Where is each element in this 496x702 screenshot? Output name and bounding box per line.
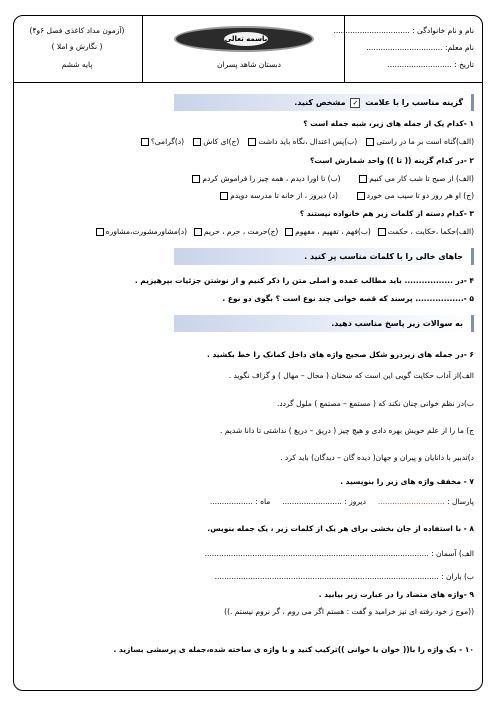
question-4: ۴ -در ................. باید مطالب عمده و اصلی متن را ذکر کنیم و از نوشتن جزئیات بپرهیزیم . <box>134 276 474 285</box>
option-checkbox[interactable] <box>357 192 365 200</box>
word-label: پارسال : <box>447 497 474 506</box>
checkmark-icon: ✓ <box>350 98 360 108</box>
section-heading-fill-blanks: جاهای خالی را با کلمات مناسب پر کنید . <box>174 248 474 265</box>
basmala-text: باسمه تعالی <box>224 32 268 46</box>
option-checkbox[interactable] <box>359 175 367 183</box>
option-text: (د) دیروز ، از خانه تا مدرسه دویدم <box>230 191 338 200</box>
question-8: ۸ - با استفاده از جان بخشی برای هر یک از کلمات زیر ، یک جمله بنویس. <box>207 524 474 533</box>
option-checkbox[interactable] <box>366 138 374 146</box>
exam-header <box>14 16 482 83</box>
option-checkbox[interactable] <box>220 192 228 200</box>
word-label: دیروز : <box>344 497 366 506</box>
option-text: (الف)حکما ،حکایت ، حکمت <box>387 227 474 236</box>
q2-options-row1 <box>22 174 474 183</box>
option-text: (د)گرامی؟ <box>150 137 185 146</box>
answer-blank[interactable]: ............................ <box>377 497 445 506</box>
option-checkbox[interactable] <box>194 228 202 236</box>
option-text: (الف)گناه است بر ما در راستی <box>376 137 474 146</box>
question-9: ۹ -واژه های متضاد را در عبارت زیر بیابید . <box>318 590 474 599</box>
word-label: ب) باران : <box>441 572 474 581</box>
name-field[interactable]: نام و نام خانوادگی : ................................ <box>333 26 474 35</box>
question-2: ۲ -در کدام گزینه (( تا )) واحد شمارش است؟ <box>309 156 474 165</box>
subject-label: ( نگارش و املا ) <box>51 42 103 51</box>
q3-options <box>22 227 474 236</box>
q6-item-c: ج) ما را از علم خویش بهره دادی و هیچ چیز ( دریق – دریغ ) نداشتی تا دانا شدیم . <box>220 426 474 435</box>
q8-item-a <box>22 549 474 558</box>
option-text: (ب)فهم ، تفهیم ، مفهوم <box>295 227 371 236</box>
word-label: ماه : <box>255 497 271 506</box>
answer-blank[interactable]: .................. <box>209 497 253 506</box>
option-text: (ج)ای کاش <box>203 137 240 146</box>
q9-quote: ((موج ز خود رفته ای تیز خرامید و گفت : هستم اگر می روم ، گر نروم نیستم .)) <box>224 607 474 616</box>
option-text: (ج)حرمت ، حرم ، حریم <box>203 227 279 236</box>
question-1: ۱ -کدام یک از جمله های زیر، شبه جمله است ؟ <box>303 119 474 128</box>
section-heading-multiple-choice <box>174 94 474 111</box>
question-6: ۶ -در جمله های زیردرو شکل صحیح واژه های داخل کمانک را خط بکشید . <box>207 350 474 359</box>
option-checkbox[interactable] <box>378 228 386 236</box>
question-10: ۱۰ - یک واژه را با(( خوان یا خوانی ))ترکیب کنید و با واژه ی ساخته شده،جمله ی پرسشی بسازید . <box>113 645 474 654</box>
exam-title: (آزمون مداد کاغذی فصل ۶و۴) <box>29 26 125 35</box>
question-5: ۵ -................. پرسند که قصه خوانی چند نوع است ؟ بگوی دو نوع . <box>222 294 474 303</box>
q6-item-d: د)تدبیر با دانایان و پیران و جهان( دیده گان – دیدگان) باید کرد . <box>280 453 474 462</box>
teacher-field[interactable]: نام معلم: ................................ <box>366 43 474 52</box>
option-checkbox[interactable] <box>193 138 201 146</box>
q8-item-b <box>22 572 474 581</box>
q6-item-b: ب)در نظم خوانی چنان نکند که ( مستمع – مصتمع ) ملول گردد. <box>276 399 474 408</box>
option-checkbox[interactable] <box>248 138 256 146</box>
q2-options-row2 <box>22 191 474 200</box>
answer-blank[interactable]: ......................... <box>282 497 342 506</box>
q1-options <box>22 137 474 146</box>
option-text: (د)مشاورمشورت،مشاوره <box>105 227 188 236</box>
basmala-banner <box>174 26 314 52</box>
grade-label: پایه ششم <box>61 60 93 69</box>
q7-words <box>22 497 474 506</box>
option-checkbox[interactable] <box>96 228 104 236</box>
answer-blank[interactable]: .............................................................................................. <box>214 572 439 581</box>
option-text: (ب)پس اعتدال ،نگاه باید داشت <box>258 137 358 146</box>
word-label: الف) آسمان : <box>431 549 474 558</box>
header-divider <box>142 16 143 82</box>
option-checkbox[interactable] <box>192 175 200 183</box>
section-text: گزینه مناسب را با علامت <box>365 98 463 107</box>
date-field[interactable]: تاریخ : ........................... <box>387 60 474 69</box>
question-7: ۷ - مخفف واژه های زیر را بنویسید . <box>340 477 474 486</box>
option-checkbox[interactable] <box>285 228 293 236</box>
question-3: ۳ -کدام دسته از کلمات زیر هم خانواده نیستند ؟ <box>299 209 474 218</box>
option-text: (ج) او هر روز دو تا سیب می خورد <box>366 191 474 200</box>
option-text: (الف) از صبح تا شب کار می کنیم <box>369 174 474 183</box>
section-heading-answer: به سوالات زیر پاسخ مناسب دهید. <box>174 315 474 332</box>
school-name: دبستان شاهد پسران <box>217 60 281 69</box>
answer-blank[interactable]: .............................................................................................. <box>204 549 429 558</box>
option-checkbox[interactable] <box>141 138 149 146</box>
exam-sheet <box>13 15 483 691</box>
option-text: (ب) تا اورا دیدم ، همه چیز را فراموش کردم <box>202 174 341 183</box>
q6-item-a: الف)از آداب حکایت گویی این است که سخنان ( محال – مهال ) و گزاف نگوید . <box>228 371 474 380</box>
section-text: مشخص کنید. <box>294 98 346 107</box>
